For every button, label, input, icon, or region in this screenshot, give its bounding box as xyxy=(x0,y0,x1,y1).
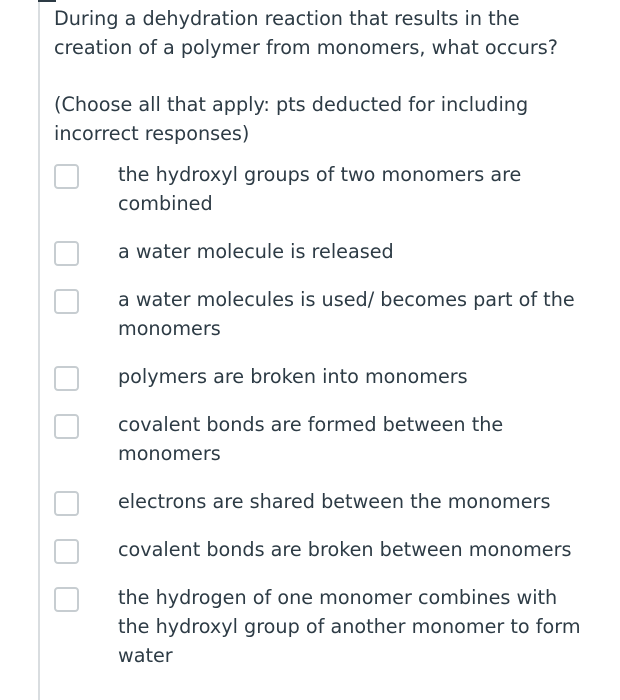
answer-option-label: covalent bonds are formed between the monomers xyxy=(118,413,504,465)
checkbox[interactable] xyxy=(54,491,79,516)
checkbox[interactable] xyxy=(54,587,79,612)
answer-option-label: the hydrogen of one monomer combines with the hydroxyl group of another monomer to form water xyxy=(118,586,581,667)
answer-option[interactable] xyxy=(54,487,614,516)
answer-option-label: a water molecule is released xyxy=(118,240,394,263)
checkbox[interactable] xyxy=(54,241,79,266)
checkbox[interactable] xyxy=(54,289,79,314)
answer-option[interactable] xyxy=(54,535,614,564)
question-top-accent xyxy=(38,0,56,2)
answer-option[interactable] xyxy=(54,160,614,218)
checkbox[interactable] xyxy=(54,414,79,439)
checkbox[interactable] xyxy=(54,366,79,391)
question-left-border xyxy=(38,0,40,700)
question-block xyxy=(54,4,599,148)
answer-option-label: electrons are shared between the monomers xyxy=(118,490,551,513)
answer-option[interactable] xyxy=(54,583,614,670)
answer-option[interactable] xyxy=(54,285,614,343)
checkbox[interactable] xyxy=(54,164,79,189)
answer-option-label: the hydroxyl groups of two monomers are combined xyxy=(118,163,522,215)
answer-option[interactable] xyxy=(54,237,614,266)
answer-option[interactable] xyxy=(54,362,614,391)
answer-option[interactable] xyxy=(54,410,614,468)
answer-option-label: polymers are broken into monomers xyxy=(118,365,468,388)
answer-option-label: covalent bonds are broken between monomers xyxy=(118,538,572,561)
checkbox[interactable] xyxy=(54,539,79,564)
answer-options xyxy=(54,160,614,689)
answer-option-label: a water molecules is used/ becomes part of the monomers xyxy=(118,288,575,340)
question-prompt: During a dehydration reaction that results in the creation of a polymer from monomers, what occurs? xyxy=(54,7,558,59)
question-instructions: (Choose all that apply: pts deducted for including incorrect responses) xyxy=(54,93,529,145)
